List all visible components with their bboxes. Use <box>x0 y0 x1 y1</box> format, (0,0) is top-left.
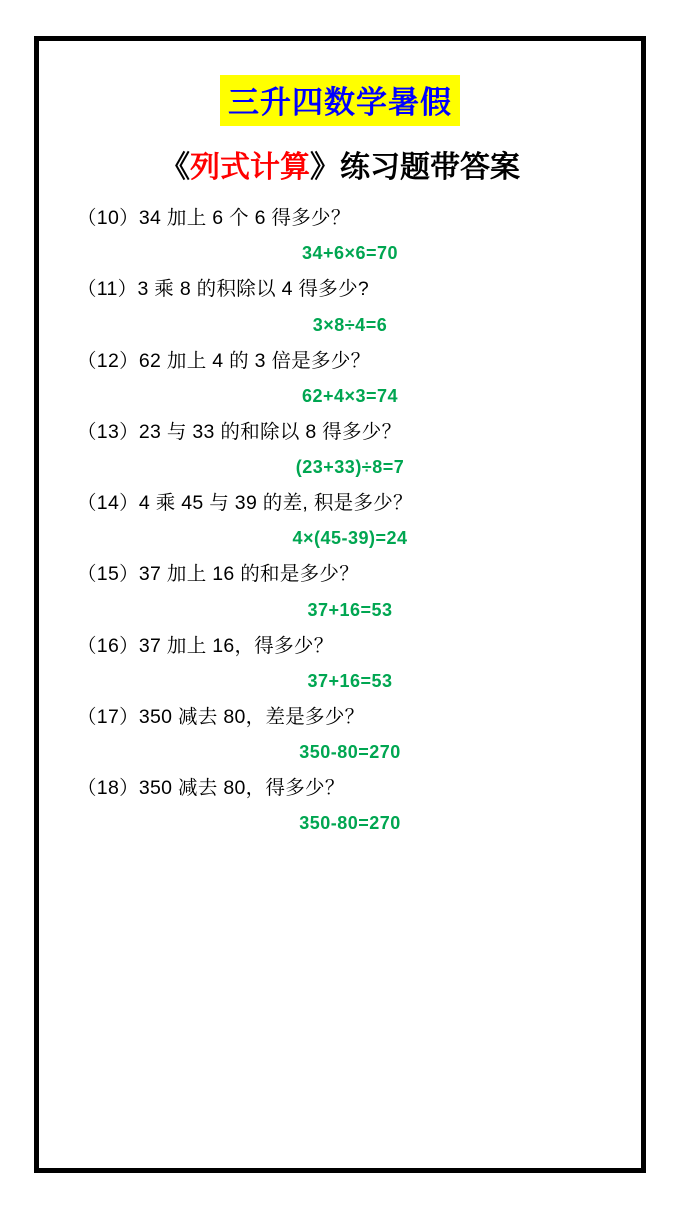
answer-text: 37+16=53 <box>307 670 393 691</box>
page-subtitle <box>69 142 611 186</box>
question-text: （17）350 减去 80，差是多少？ <box>77 705 365 728</box>
question-text: （16）37 加上 16，得多少？ <box>77 634 334 657</box>
answer-text: 3×8÷4=6 <box>312 314 388 335</box>
list-item <box>69 489 611 549</box>
list-item <box>69 204 611 264</box>
question-text: （18）350 减去 80，得多少？ <box>77 777 345 799</box>
answer-text: 37+16=53 <box>307 599 393 620</box>
list-item <box>69 347 611 407</box>
list-item <box>69 632 611 692</box>
question-text: （12）62 加上 4 的 3 倍是多少？ <box>77 349 371 372</box>
question-text: （13）23 与 33 的和除以 8 得多少？ <box>77 420 402 443</box>
page-title: 三升四数学暑假 <box>220 75 460 126</box>
title-block <box>69 75 611 126</box>
question-text: （14）4 乘 45 与 39 的差, 积是多少？ <box>77 492 413 514</box>
list-item <box>69 774 611 834</box>
answer-text: 4×(45-39)=24 <box>292 528 408 549</box>
list-item <box>69 703 611 763</box>
question-text: （15）37 加上 16 的和是多少？ <box>77 563 360 586</box>
answer-text: 350-80=270 <box>299 813 401 834</box>
list-item <box>69 418 611 478</box>
answer-text: 34+6×6=70 <box>301 243 399 264</box>
list-item <box>69 275 611 335</box>
subtitle-accent: 列式计算 <box>190 151 310 184</box>
content-frame <box>34 36 646 1173</box>
question-text: （10）34 加上 6 个 6 得多少？ <box>77 207 351 229</box>
answer-text: 62+4×3=74 <box>301 385 399 406</box>
question-list <box>69 204 611 834</box>
subtitle-suffix: 》练习题带答案 <box>310 151 520 184</box>
answer-text: (23+33)÷8=7 <box>295 457 405 477</box>
question-text: （11）3 乘 8 的积除以 4 得多少? <box>77 278 370 301</box>
answer-text: 350-80=270 <box>299 742 401 762</box>
subtitle-prefix: 《 <box>160 151 190 184</box>
list-item <box>69 560 611 620</box>
